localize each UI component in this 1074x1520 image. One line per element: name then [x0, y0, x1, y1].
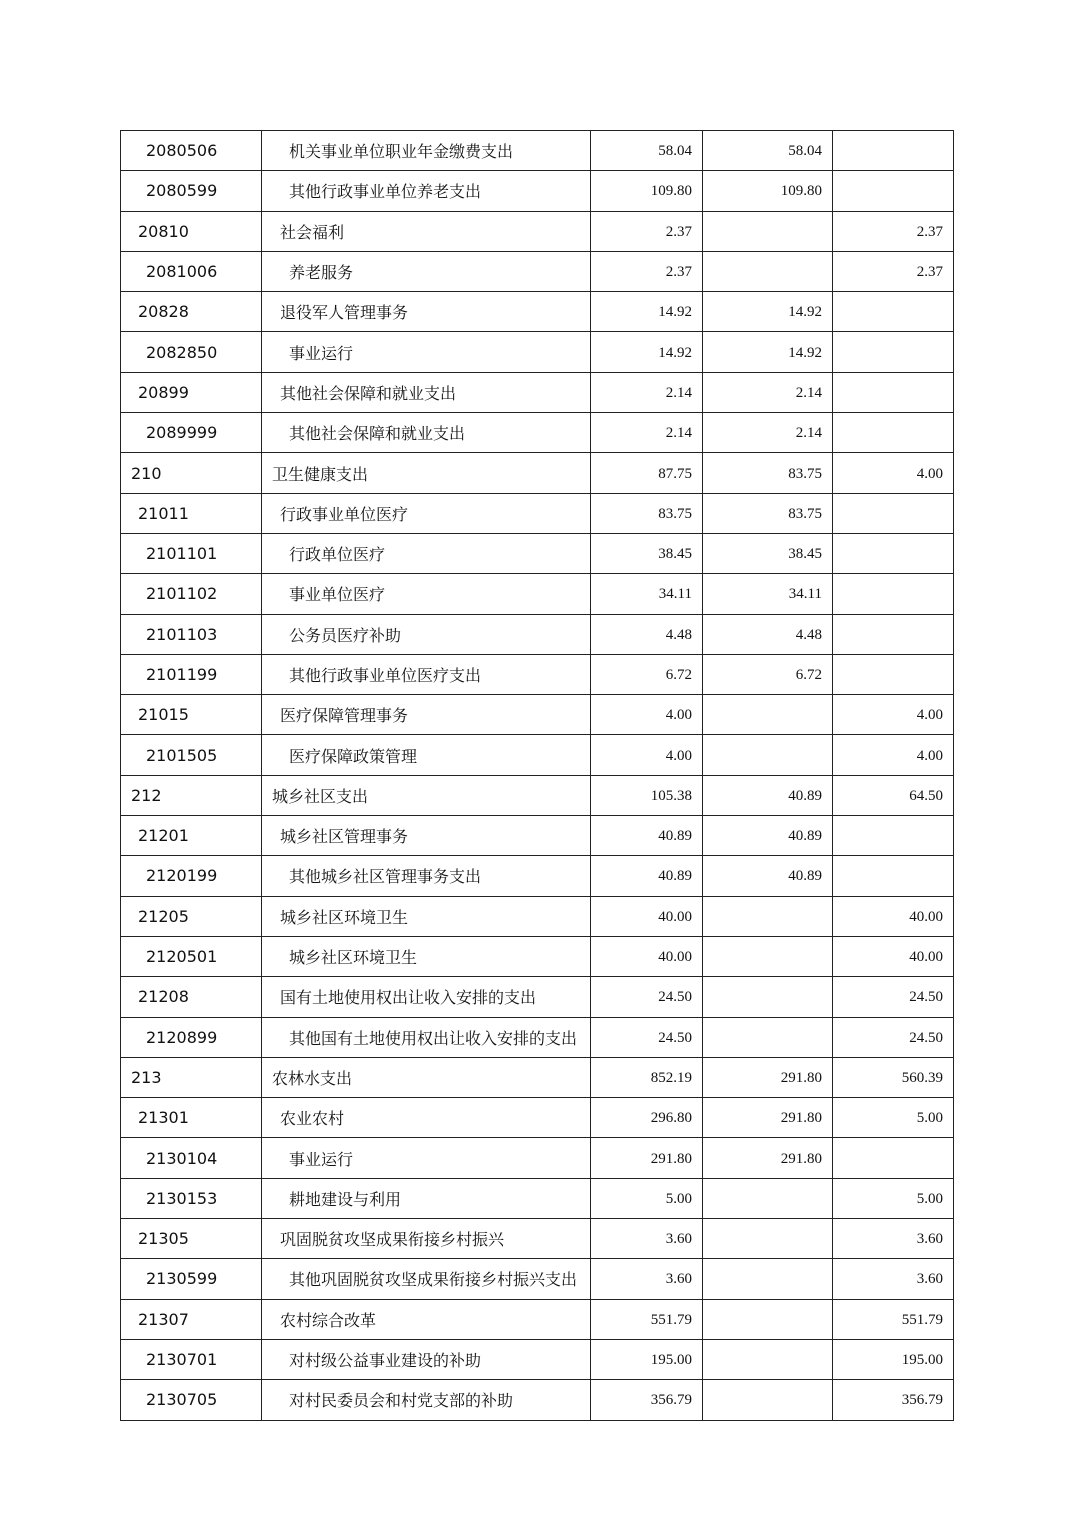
- project-expenditure-cell: 4.00: [833, 695, 954, 735]
- table-row: [121, 896, 954, 936]
- account-name-cell: 事业单位医疗: [262, 574, 591, 614]
- basic-expenditure-cell: 4.48: [703, 614, 833, 654]
- total-amount-cell: 38.45: [591, 533, 703, 573]
- total-amount-cell: 195.00: [591, 1339, 703, 1379]
- project-expenditure-cell: [833, 816, 954, 856]
- account-code-cell: 2080506: [121, 131, 262, 171]
- project-expenditure-cell: [833, 292, 954, 332]
- total-amount-cell: 24.50: [591, 1017, 703, 1057]
- basic-expenditure-cell: 2.14: [703, 413, 833, 453]
- account-code-cell: 2101505: [121, 735, 262, 775]
- table-row: [121, 1017, 954, 1057]
- basic-expenditure-cell: 109.80: [703, 171, 833, 211]
- basic-expenditure-cell: 14.92: [703, 292, 833, 332]
- total-amount-cell: 87.75: [591, 453, 703, 493]
- table-row: [121, 574, 954, 614]
- table-row: [121, 775, 954, 815]
- basic-expenditure-cell: 291.80: [703, 1057, 833, 1097]
- basic-expenditure-cell: 6.72: [703, 654, 833, 694]
- account-name-cell: 其他城乡社区管理事务支出: [262, 856, 591, 896]
- table-row: [121, 695, 954, 735]
- total-amount-cell: 40.00: [591, 936, 703, 976]
- table-row: [121, 533, 954, 573]
- account-code-cell: 2080599: [121, 171, 262, 211]
- account-name-cell: 其他社会保障和就业支出: [262, 372, 591, 412]
- basic-expenditure-cell: 291.80: [703, 1098, 833, 1138]
- project-expenditure-cell: 2.37: [833, 211, 954, 251]
- account-code-cell: 21015: [121, 695, 262, 735]
- basic-expenditure-cell: [703, 695, 833, 735]
- account-code-cell: 21307: [121, 1299, 262, 1339]
- total-amount-cell: 14.92: [591, 292, 703, 332]
- account-code-cell: 2101101: [121, 533, 262, 573]
- project-expenditure-cell: [833, 574, 954, 614]
- account-name-cell: 耕地建设与利用: [262, 1178, 591, 1218]
- table-row: [121, 735, 954, 775]
- total-amount-cell: 4.00: [591, 735, 703, 775]
- table-row: [121, 856, 954, 896]
- account-code-cell: 210: [121, 453, 262, 493]
- total-amount-cell: 5.00: [591, 1178, 703, 1218]
- account-code-cell: 20810: [121, 211, 262, 251]
- table-row: [121, 1339, 954, 1379]
- account-name-cell: 其他社会保障和就业支出: [262, 413, 591, 453]
- account-name-cell: 农村综合改革: [262, 1299, 591, 1339]
- project-expenditure-cell: 40.00: [833, 936, 954, 976]
- project-expenditure-cell: [833, 171, 954, 211]
- project-expenditure-cell: [833, 614, 954, 654]
- account-name-cell: 医疗保障管理事务: [262, 695, 591, 735]
- total-amount-cell: 291.80: [591, 1138, 703, 1178]
- total-amount-cell: 3.60: [591, 1259, 703, 1299]
- total-amount-cell: 40.89: [591, 816, 703, 856]
- account-name-cell: 农业农村: [262, 1098, 591, 1138]
- project-expenditure-cell: [833, 493, 954, 533]
- basic-expenditure-cell: [703, 1380, 833, 1420]
- account-code-cell: 2081006: [121, 251, 262, 291]
- account-name-cell: 城乡社区管理事务: [262, 816, 591, 856]
- total-amount-cell: 852.19: [591, 1057, 703, 1097]
- table-row: [121, 171, 954, 211]
- basic-expenditure-cell: 40.89: [703, 856, 833, 896]
- project-expenditure-cell: 551.79: [833, 1299, 954, 1339]
- basic-expenditure-cell: [703, 211, 833, 251]
- basic-expenditure-cell: 38.45: [703, 533, 833, 573]
- total-amount-cell: 551.79: [591, 1299, 703, 1339]
- project-expenditure-cell: [833, 856, 954, 896]
- account-code-cell: 212: [121, 775, 262, 815]
- table-row: [121, 614, 954, 654]
- table-row: [121, 413, 954, 453]
- total-amount-cell: 2.14: [591, 413, 703, 453]
- account-code-cell: 2130705: [121, 1380, 262, 1420]
- account-code-cell: 21201: [121, 816, 262, 856]
- total-amount-cell: 40.89: [591, 856, 703, 896]
- basic-expenditure-cell: [703, 251, 833, 291]
- account-code-cell: 21208: [121, 977, 262, 1017]
- account-code-cell: 213: [121, 1057, 262, 1097]
- table-row: [121, 211, 954, 251]
- table-body: [121, 131, 954, 1421]
- table-row: [121, 292, 954, 332]
- project-expenditure-cell: [833, 1138, 954, 1178]
- account-name-cell: 其他巩固脱贫攻坚成果衔接乡村振兴支出: [262, 1259, 591, 1299]
- account-name-cell: 行政单位医疗: [262, 533, 591, 573]
- total-amount-cell: 4.48: [591, 614, 703, 654]
- total-amount-cell: 296.80: [591, 1098, 703, 1138]
- account-name-cell: 事业运行: [262, 332, 591, 372]
- basic-expenditure-cell: 34.11: [703, 574, 833, 614]
- basic-expenditure-cell: [703, 896, 833, 936]
- table-row: [121, 453, 954, 493]
- account-name-cell: 城乡社区支出: [262, 775, 591, 815]
- account-code-cell: 2089999: [121, 413, 262, 453]
- account-code-cell: 21305: [121, 1219, 262, 1259]
- project-expenditure-cell: 2.37: [833, 251, 954, 291]
- table-row: [121, 1178, 954, 1218]
- total-amount-cell: 2.37: [591, 211, 703, 251]
- total-amount-cell: 3.60: [591, 1219, 703, 1259]
- account-code-cell: 2130599: [121, 1259, 262, 1299]
- project-expenditure-cell: 5.00: [833, 1098, 954, 1138]
- basic-expenditure-cell: 2.14: [703, 372, 833, 412]
- account-code-cell: 2130153: [121, 1178, 262, 1218]
- basic-expenditure-cell: [703, 936, 833, 976]
- project-expenditure-cell: 64.50: [833, 775, 954, 815]
- account-name-cell: 对村级公益事业建设的补助: [262, 1339, 591, 1379]
- project-expenditure-cell: 24.50: [833, 977, 954, 1017]
- account-name-cell: 退役军人管理事务: [262, 292, 591, 332]
- total-amount-cell: 2.37: [591, 251, 703, 291]
- table-row: [121, 251, 954, 291]
- account-name-cell: 卫生健康支出: [262, 453, 591, 493]
- account-code-cell: 2101199: [121, 654, 262, 694]
- total-amount-cell: 14.92: [591, 332, 703, 372]
- table-row: [121, 1299, 954, 1339]
- account-name-cell: 城乡社区环境卫生: [262, 896, 591, 936]
- total-amount-cell: 4.00: [591, 695, 703, 735]
- account-name-cell: 其他行政事业单位医疗支出: [262, 654, 591, 694]
- basic-expenditure-cell: [703, 977, 833, 1017]
- account-code-cell: 21205: [121, 896, 262, 936]
- account-name-cell: 机关事业单位职业年金缴费支出: [262, 131, 591, 171]
- project-expenditure-cell: [833, 413, 954, 453]
- project-expenditure-cell: 24.50: [833, 1017, 954, 1057]
- account-name-cell: 其他国有土地使用权出让收入安排的支出: [262, 1017, 591, 1057]
- basic-expenditure-cell: [703, 1219, 833, 1259]
- table-row: [121, 1098, 954, 1138]
- table-row: [121, 1138, 954, 1178]
- account-code-cell: 21011: [121, 493, 262, 533]
- account-name-cell: 养老服务: [262, 251, 591, 291]
- basic-expenditure-cell: [703, 1299, 833, 1339]
- total-amount-cell: 40.00: [591, 896, 703, 936]
- table-row: [121, 1259, 954, 1299]
- total-amount-cell: 58.04: [591, 131, 703, 171]
- account-code-cell: 2120501: [121, 936, 262, 976]
- account-code-cell: 2130701: [121, 1339, 262, 1379]
- account-name-cell: 对村民委员会和村党支部的补助: [262, 1380, 591, 1420]
- basic-expenditure-cell: [703, 1017, 833, 1057]
- project-expenditure-cell: [833, 654, 954, 694]
- total-amount-cell: 6.72: [591, 654, 703, 694]
- basic-expenditure-cell: 83.75: [703, 493, 833, 533]
- basic-expenditure-cell: 291.80: [703, 1138, 833, 1178]
- basic-expenditure-cell: [703, 1178, 833, 1218]
- account-name-cell: 国有土地使用权出让收入安排的支出: [262, 977, 591, 1017]
- basic-expenditure-cell: 58.04: [703, 131, 833, 171]
- project-expenditure-cell: 195.00: [833, 1339, 954, 1379]
- account-code-cell: 2120899: [121, 1017, 262, 1057]
- total-amount-cell: 105.38: [591, 775, 703, 815]
- basic-expenditure-cell: 40.89: [703, 816, 833, 856]
- table-row: [121, 493, 954, 533]
- account-code-cell: 20899: [121, 372, 262, 412]
- project-expenditure-cell: [833, 131, 954, 171]
- table-row: [121, 977, 954, 1017]
- project-expenditure-cell: 3.60: [833, 1219, 954, 1259]
- account-name-cell: 行政事业单位医疗: [262, 493, 591, 533]
- basic-expenditure-cell: [703, 735, 833, 775]
- table-row: [121, 131, 954, 171]
- total-amount-cell: 109.80: [591, 171, 703, 211]
- budget-table-page: [120, 130, 954, 1421]
- basic-expenditure-cell: [703, 1339, 833, 1379]
- table-row: [121, 1219, 954, 1259]
- account-code-cell: 2130104: [121, 1138, 262, 1178]
- project-expenditure-cell: 40.00: [833, 896, 954, 936]
- total-amount-cell: 356.79: [591, 1380, 703, 1420]
- table-row: [121, 816, 954, 856]
- account-name-cell: 巩固脱贫攻坚成果衔接乡村振兴: [262, 1219, 591, 1259]
- basic-expenditure-cell: [703, 1259, 833, 1299]
- basic-expenditure-cell: 14.92: [703, 332, 833, 372]
- total-amount-cell: 83.75: [591, 493, 703, 533]
- account-code-cell: 2120199: [121, 856, 262, 896]
- account-code-cell: 20828: [121, 292, 262, 332]
- project-expenditure-cell: 560.39: [833, 1057, 954, 1097]
- account-name-cell: 农林水支出: [262, 1057, 591, 1097]
- total-amount-cell: 34.11: [591, 574, 703, 614]
- total-amount-cell: 24.50: [591, 977, 703, 1017]
- account-code-cell: 2101102: [121, 574, 262, 614]
- table-row: [121, 654, 954, 694]
- account-code-cell: 2101103: [121, 614, 262, 654]
- account-code-cell: 2082850: [121, 332, 262, 372]
- account-name-cell: 事业运行: [262, 1138, 591, 1178]
- basic-expenditure-cell: 40.89: [703, 775, 833, 815]
- project-expenditure-cell: 4.00: [833, 453, 954, 493]
- project-expenditure-cell: [833, 372, 954, 412]
- project-expenditure-cell: 5.00: [833, 1178, 954, 1218]
- account-name-cell: 社会福利: [262, 211, 591, 251]
- expenditure-table: [120, 130, 954, 1421]
- account-name-cell: 公务员医疗补助: [262, 614, 591, 654]
- project-expenditure-cell: [833, 332, 954, 372]
- table-row: [121, 1380, 954, 1420]
- table-row: [121, 936, 954, 976]
- account-code-cell: 21301: [121, 1098, 262, 1138]
- project-expenditure-cell: 356.79: [833, 1380, 954, 1420]
- account-name-cell: 城乡社区环境卫生: [262, 936, 591, 976]
- total-amount-cell: 2.14: [591, 372, 703, 412]
- account-name-cell: 其他行政事业单位养老支出: [262, 171, 591, 211]
- table-row: [121, 1057, 954, 1097]
- project-expenditure-cell: 4.00: [833, 735, 954, 775]
- table-row: [121, 332, 954, 372]
- account-name-cell: 医疗保障政策管理: [262, 735, 591, 775]
- basic-expenditure-cell: 83.75: [703, 453, 833, 493]
- table-row: [121, 372, 954, 412]
- project-expenditure-cell: 3.60: [833, 1259, 954, 1299]
- project-expenditure-cell: [833, 533, 954, 573]
